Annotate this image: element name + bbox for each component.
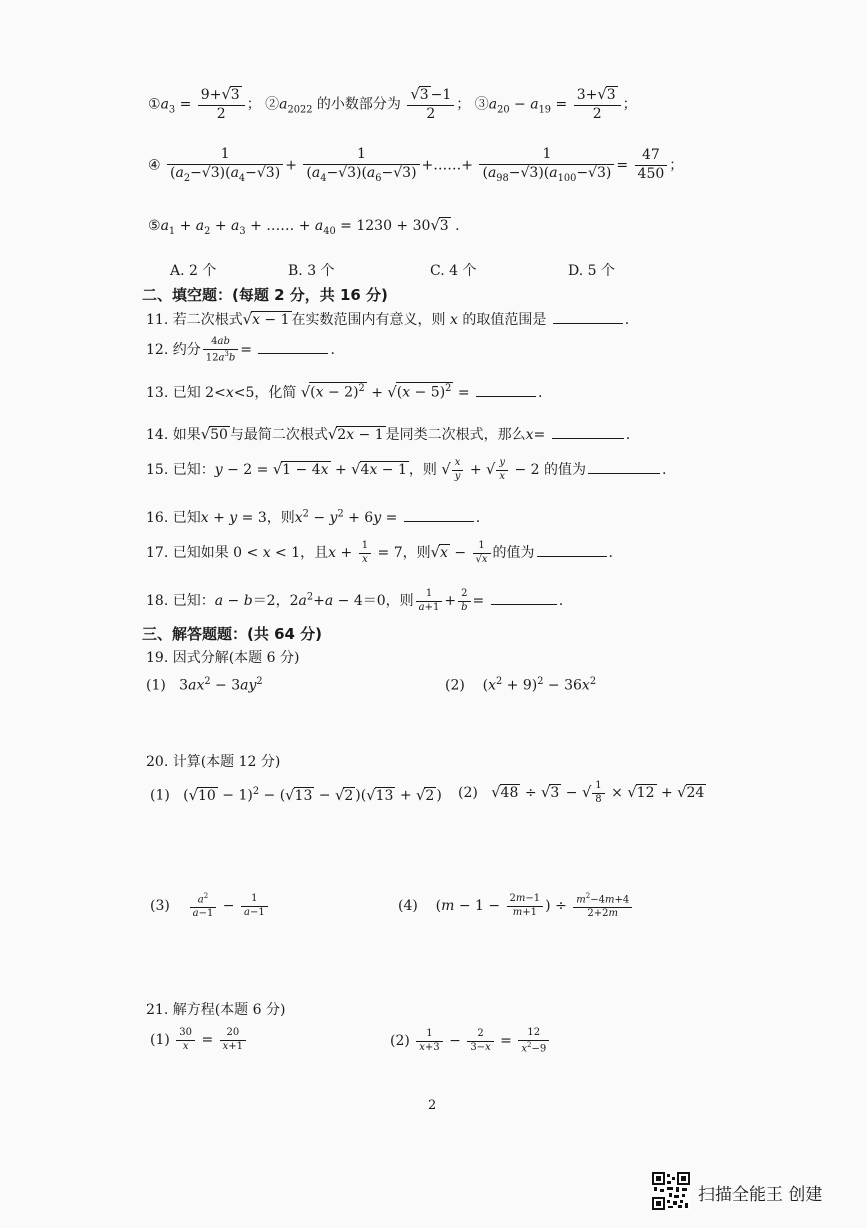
choice-d: D. 5 个 xyxy=(568,263,615,279)
question-18: 18. 已知：a − b＝2，$2a^2+a - 4=0$，则 $\frac{1}{a+1}$ + $\frac{2}{b}$ = . xyxy=(146,588,564,613)
page-number: 2 xyxy=(428,1098,437,1113)
question-20-1: (1) $(√10 - 1)^2 - (√13 - √2$ )(√13 + √2 ) xyxy=(150,786,442,804)
question-19-1: (1) $3ax^2 - 3ay^2$ xyxy=(146,676,263,694)
question-21-title: 21. 解方程(本题 6 分) xyxy=(146,1002,286,1018)
option-4-line: ④ $\frac{1}{(a_2-√3)(a_4-√3)}$ + $\frac{1}{(a_4-√3)(a_6-√3)}$ +……+ $\frac{1}{(a_{98}-√3)(a_{100}-√3)}$ = $\frac{47}{450}$ ； xyxy=(148,146,684,184)
choice-c: C. 4 个 xyxy=(430,263,477,279)
scanner-watermark: 扫描全能王 创建 xyxy=(698,1185,823,1205)
question-20-2: (2) √48 ÷ √3 − √ $\frac{1}{8}$ × √12 + √24 xyxy=(458,780,705,805)
question-14: 14. 如果√50 与最简二次根式√2x − 1 是同类二次根式，那么x= . xyxy=(146,426,631,443)
question-21-2: (2) $\frac{1}{x+3}$ − $\frac{2}{3-x}$ = $\frac{12}{x^2-9}$ xyxy=(390,1027,551,1055)
question-13: 13. 已知 2<x<5，化简 $√(x - 2)^2 + √(x - 5)^2$ = . xyxy=(146,383,543,401)
question-20-4: (4) (m − 1 − $\frac{2m-1}{m+1}$ ) ÷ $\frac{m^2-4m+4}{2+2m}$ xyxy=(398,892,634,920)
choice-a: A. 2 个 xyxy=(170,263,217,279)
question-20-3: (3) $\frac{a^2}{a-1}$ − $\frac{1}{a-1}$ xyxy=(150,892,270,920)
qr-code-icon xyxy=(652,1172,690,1210)
choice-b: B. 3 个 xyxy=(288,263,335,279)
question-11: 11. 若二次根式√x − 1 在实数范围内有意义，则 x 的取值范围是 . xyxy=(146,311,630,328)
option-5-line: $⑤a_1 + a_2 + a_3$ + …… + $a_{40} = 1230 + 30√3$ . xyxy=(148,217,460,237)
question-17: 17. 已知如果 0 < x < 1，且x + $\frac{1}{x}$ = 7，则√x − $\frac{1}{√x}$ 的值为 . xyxy=(146,540,613,565)
question-21-1: (1) $\frac{30}{x}$ = $\frac{20}{x+1}$ xyxy=(150,1027,248,1053)
question-16: 16. 已知x + y = 3，则$x^2 - y^2 + 6y$ = . xyxy=(146,508,481,526)
question-19-2: (2) $(x^2 + 9)^2 - 36x^2$ xyxy=(445,676,597,694)
question-20-title: 20. 计算(本题 12 分) xyxy=(146,754,281,770)
question-19-title: 19. 因式分解(本题 6 分) xyxy=(146,650,300,666)
option-1-2-3-line: $①a_3$ = $\frac{9+√3}{2}$ ； $②a_{2022}$ 的小数部分为 $\frac{√3 -1}{2}$ ； $③a_{20} - a_{19}$ = $\frac{3+√3}{2}$ ； xyxy=(148,86,637,122)
section-3-title: 三、解答题题：(共 64 分) xyxy=(142,625,323,643)
section-2-title: 二、填空题：(每题 2 分，共 16 分) xyxy=(142,286,388,304)
question-12: 12. 约分 $\frac{4ab}{12a^3b}$ = . xyxy=(146,336,335,363)
question-15: 15. 已知：y − 2 = √1 − 4x + √4x − 1 ，则 √ $\frac{x}{y}$ + √ $\frac{y}{x}$ − 2 的值为 . xyxy=(146,457,667,482)
